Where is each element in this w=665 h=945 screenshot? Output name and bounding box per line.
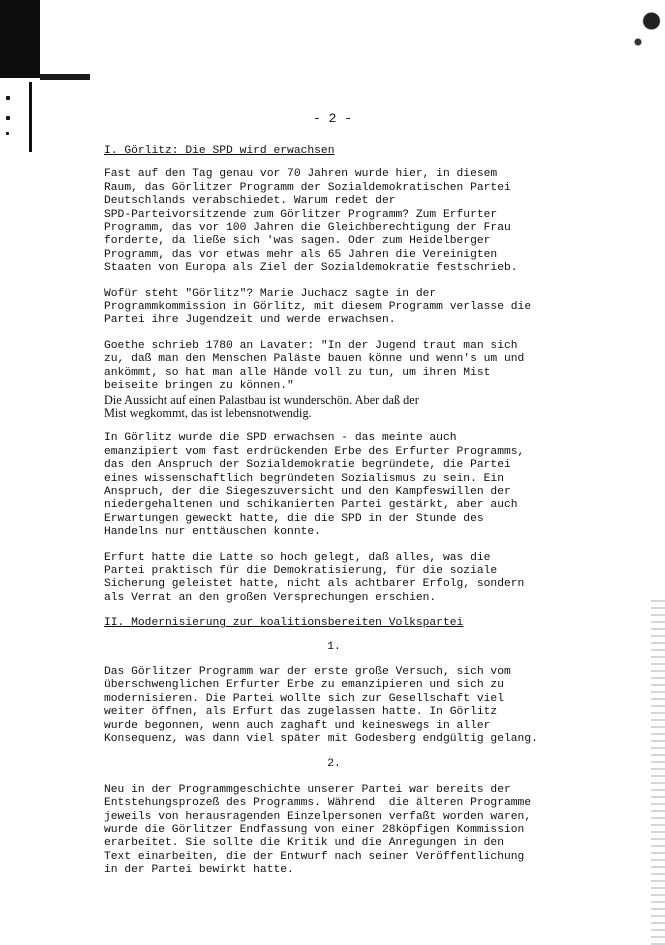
section-heading-2: II. Modernisierung zur koalitionsbereiten Volkspartei [104, 617, 464, 630]
paragraph [104, 666, 564, 746]
text-line: Deutschlands verabschiedet. Warum redet der [104, 195, 396, 208]
page-number: - 2 - [312, 111, 352, 126]
text-line: ankömmt, so hat man alle Hände voll zu tun, um ihren Mist [104, 366, 491, 379]
paragraph [104, 168, 564, 275]
text-line: In Görlitz wurde die SPD erwachsen - das meinte auch [104, 432, 457, 445]
subsection-number: 2. [327, 758, 341, 771]
text-line: jeweils von herausragenden Einzelpersonen verfaßt worden waren, [104, 810, 532, 823]
text-line: Staaten von Europa als Ziel der Sozialdemokratie festschrieb. [104, 262, 518, 275]
scan-artifact-top-strip [40, 74, 90, 80]
text-line: Sicherung geleistet hatte, nicht als achtbarer Erfolg, sondern [104, 578, 525, 591]
subsection-number: 1. [327, 640, 341, 653]
text-line: Wofür steht "Görlitz"? Marie Juchacz sagte in der [104, 287, 437, 300]
text-line: wurde begonnen, wenn auch zaghaft und keineswegs in aller [104, 719, 491, 732]
text-line: Neu in der Programmgeschichte unserer Partei war bereits der [104, 783, 511, 796]
text-line: Raum, das Görlitzer Programm der Sozialdemokratischen Partei [104, 181, 511, 194]
text-line: Programm, das vor etwas mehr als 65 Jahren die Vereinigten [104, 248, 498, 261]
text-line: Partei ihre Jugendzeit und werde erwachsen. [104, 314, 396, 327]
text-line: Erwartungen geweckt hatte, die die SPD in der Stunde des [104, 512, 484, 525]
text-line: Partei praktisch für die Demokratisierung, für die soziale [104, 564, 498, 577]
paragraph [104, 288, 564, 328]
scan-artifact-dot [6, 132, 9, 135]
section-heading-1: I. Görlitz: Die SPD wird erwachsen [104, 145, 335, 157]
paragraph [104, 340, 564, 394]
text-line: das den Anspruch der Sozialdemokratie begründete, die Partei [104, 459, 511, 472]
text-line: eines wissenschaftlich begründeten Sozialismus zu sein. Ein [104, 472, 504, 485]
text-line: Anspruch, der die Siegeszuversicht und den Kampfeswillen der [104, 485, 511, 498]
text-line: erarbeitet. Sie sollte die Kritik und die Anregungen in den [104, 837, 504, 850]
text-line: emanzipiert vom fast erdrückenden Erbe des Erfurter Programms, [104, 445, 525, 458]
text-line: Programmkommission in Görlitz, mit diesem Programm verlasse die [104, 301, 532, 314]
paragraph [104, 784, 564, 878]
text-line: weiter öffnen, als Erfurt das zugelassen hatte. In Görlitz [104, 706, 498, 719]
text-line: überschwenglichen Erfurter Erbe zu emanzipieren und sich zu [104, 679, 504, 692]
paragraph [104, 394, 564, 421]
text-line: wurde die Görlitzer Endfassung von einer 28köpfigen Kommission [104, 824, 525, 837]
section-2-body [104, 641, 564, 878]
text-line: Die Aussicht auf einen Palastbau ist wunderschön. Aber daß der [104, 392, 419, 407]
text-line: beiseite bringen zu können." [104, 380, 294, 393]
paragraph [104, 552, 564, 606]
text-line: zu, daß man den Menschen Paläste bauen könne und wenn's um und [104, 353, 525, 366]
text-line: Goethe schrieb 1780 an Lavater: "In der Jugend traut man sich [104, 339, 518, 352]
text-line: niedergehaltenen und schikanierten Partei gestärkt, aber auch [104, 499, 518, 512]
text-line: Erfurt hatte die Latte so hoch gelegt, daß alles, was die [104, 551, 491, 564]
scan-artifact-right-edge [651, 600, 665, 945]
document-body [104, 145, 564, 890]
scan-artifact-top-right [620, 0, 665, 70]
text-line: Text einarbeiten, die der Entwurf nach seiner Veröffentlichung [104, 850, 525, 863]
text-line: Handelns nur enttäuschen konnte. [104, 526, 321, 539]
text-line: Das Görlitzer Programm war der erste große Versuch, sich vom [104, 666, 511, 678]
text-line: Entstehungsprozeß des Programms. Während die älteren Programme [104, 797, 532, 810]
text-line: als Verrat an den großen Versprechungen erschien. [104, 591, 437, 604]
section-1-body [104, 168, 564, 605]
text-line: SPD-Parteivorsitzende zum Görlitzer Programm? Zum Erfurter [104, 208, 498, 221]
scan-artifact-dot [6, 96, 10, 100]
scan-artifact-top-left [0, 0, 40, 78]
text-line: Konsequenz, was dann viel später mit Godesberg endgültig gelang. [104, 733, 538, 746]
text-line: modernisieren. Die Partei wollte sich zur Gesellschaft viel [104, 692, 504, 705]
paragraph [104, 432, 564, 539]
text-line: in der Partei bewirkt hatte. [104, 864, 294, 877]
text-line: Programm, das vor 100 Jahren die Gleichberechtigung der Frau [104, 222, 511, 235]
text-line: Mist wegkommt, das ist lebensnotwendig. [104, 405, 312, 420]
text-line: forderte, da ließe sich 'was sagen. Oder zum Heidelberger [104, 235, 491, 248]
text-line: Fast auf den Tag genau vor 70 Jahren wurde hier, in diesem [104, 168, 498, 181]
